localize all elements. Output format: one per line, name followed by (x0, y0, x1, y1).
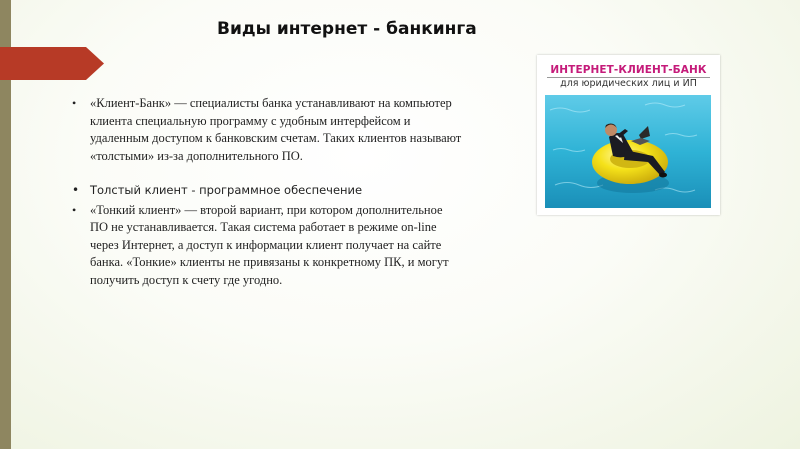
title-accent-arrow (0, 47, 104, 80)
bullet-item-client-bank (72, 95, 462, 165)
internet-banking-picture (537, 55, 720, 215)
businessman-on-float-photo (545, 95, 711, 208)
bullet-text: «Клиент-Банк» — специалисты банка устанавливают на компьютер клиента специальную программу с удобным интерфейсом и удаленным доступом к банковским счетам. Таких клиентов называют «толстыми» из-за дополнительного ПО. (90, 96, 462, 163)
bullet-mark: • (72, 96, 77, 110)
picture-subtitle: для юридических лиц и ИП (547, 77, 710, 89)
bullet-text: «Тонкий клиент» — второй вариант, при котором дополнительное ПО не устанавливается. Такая система работает в режиме on-line через Интернет, а доступ к информации клиент получает на сайте банка. «Тонкие» клиенты не привязаны к конкретному ПК, и могут получить доступ к счету где угодно. (90, 202, 449, 287)
bullet-item-thin-client (72, 202, 462, 290)
bullet-mark: • (72, 202, 77, 217)
slide-title: Виды интернет - банкинга (217, 19, 477, 39)
picture-title: ИНТЕРНЕТ-КЛИЕНТ-БАНК (550, 64, 707, 76)
bullet-item-thick-client (72, 182, 462, 200)
bullet-text: Толстый клиент - программное обеспечение (90, 183, 363, 197)
bullet-mark: • (72, 183, 80, 197)
bullet-list (72, 95, 462, 289)
picture-caption (537, 55, 720, 93)
